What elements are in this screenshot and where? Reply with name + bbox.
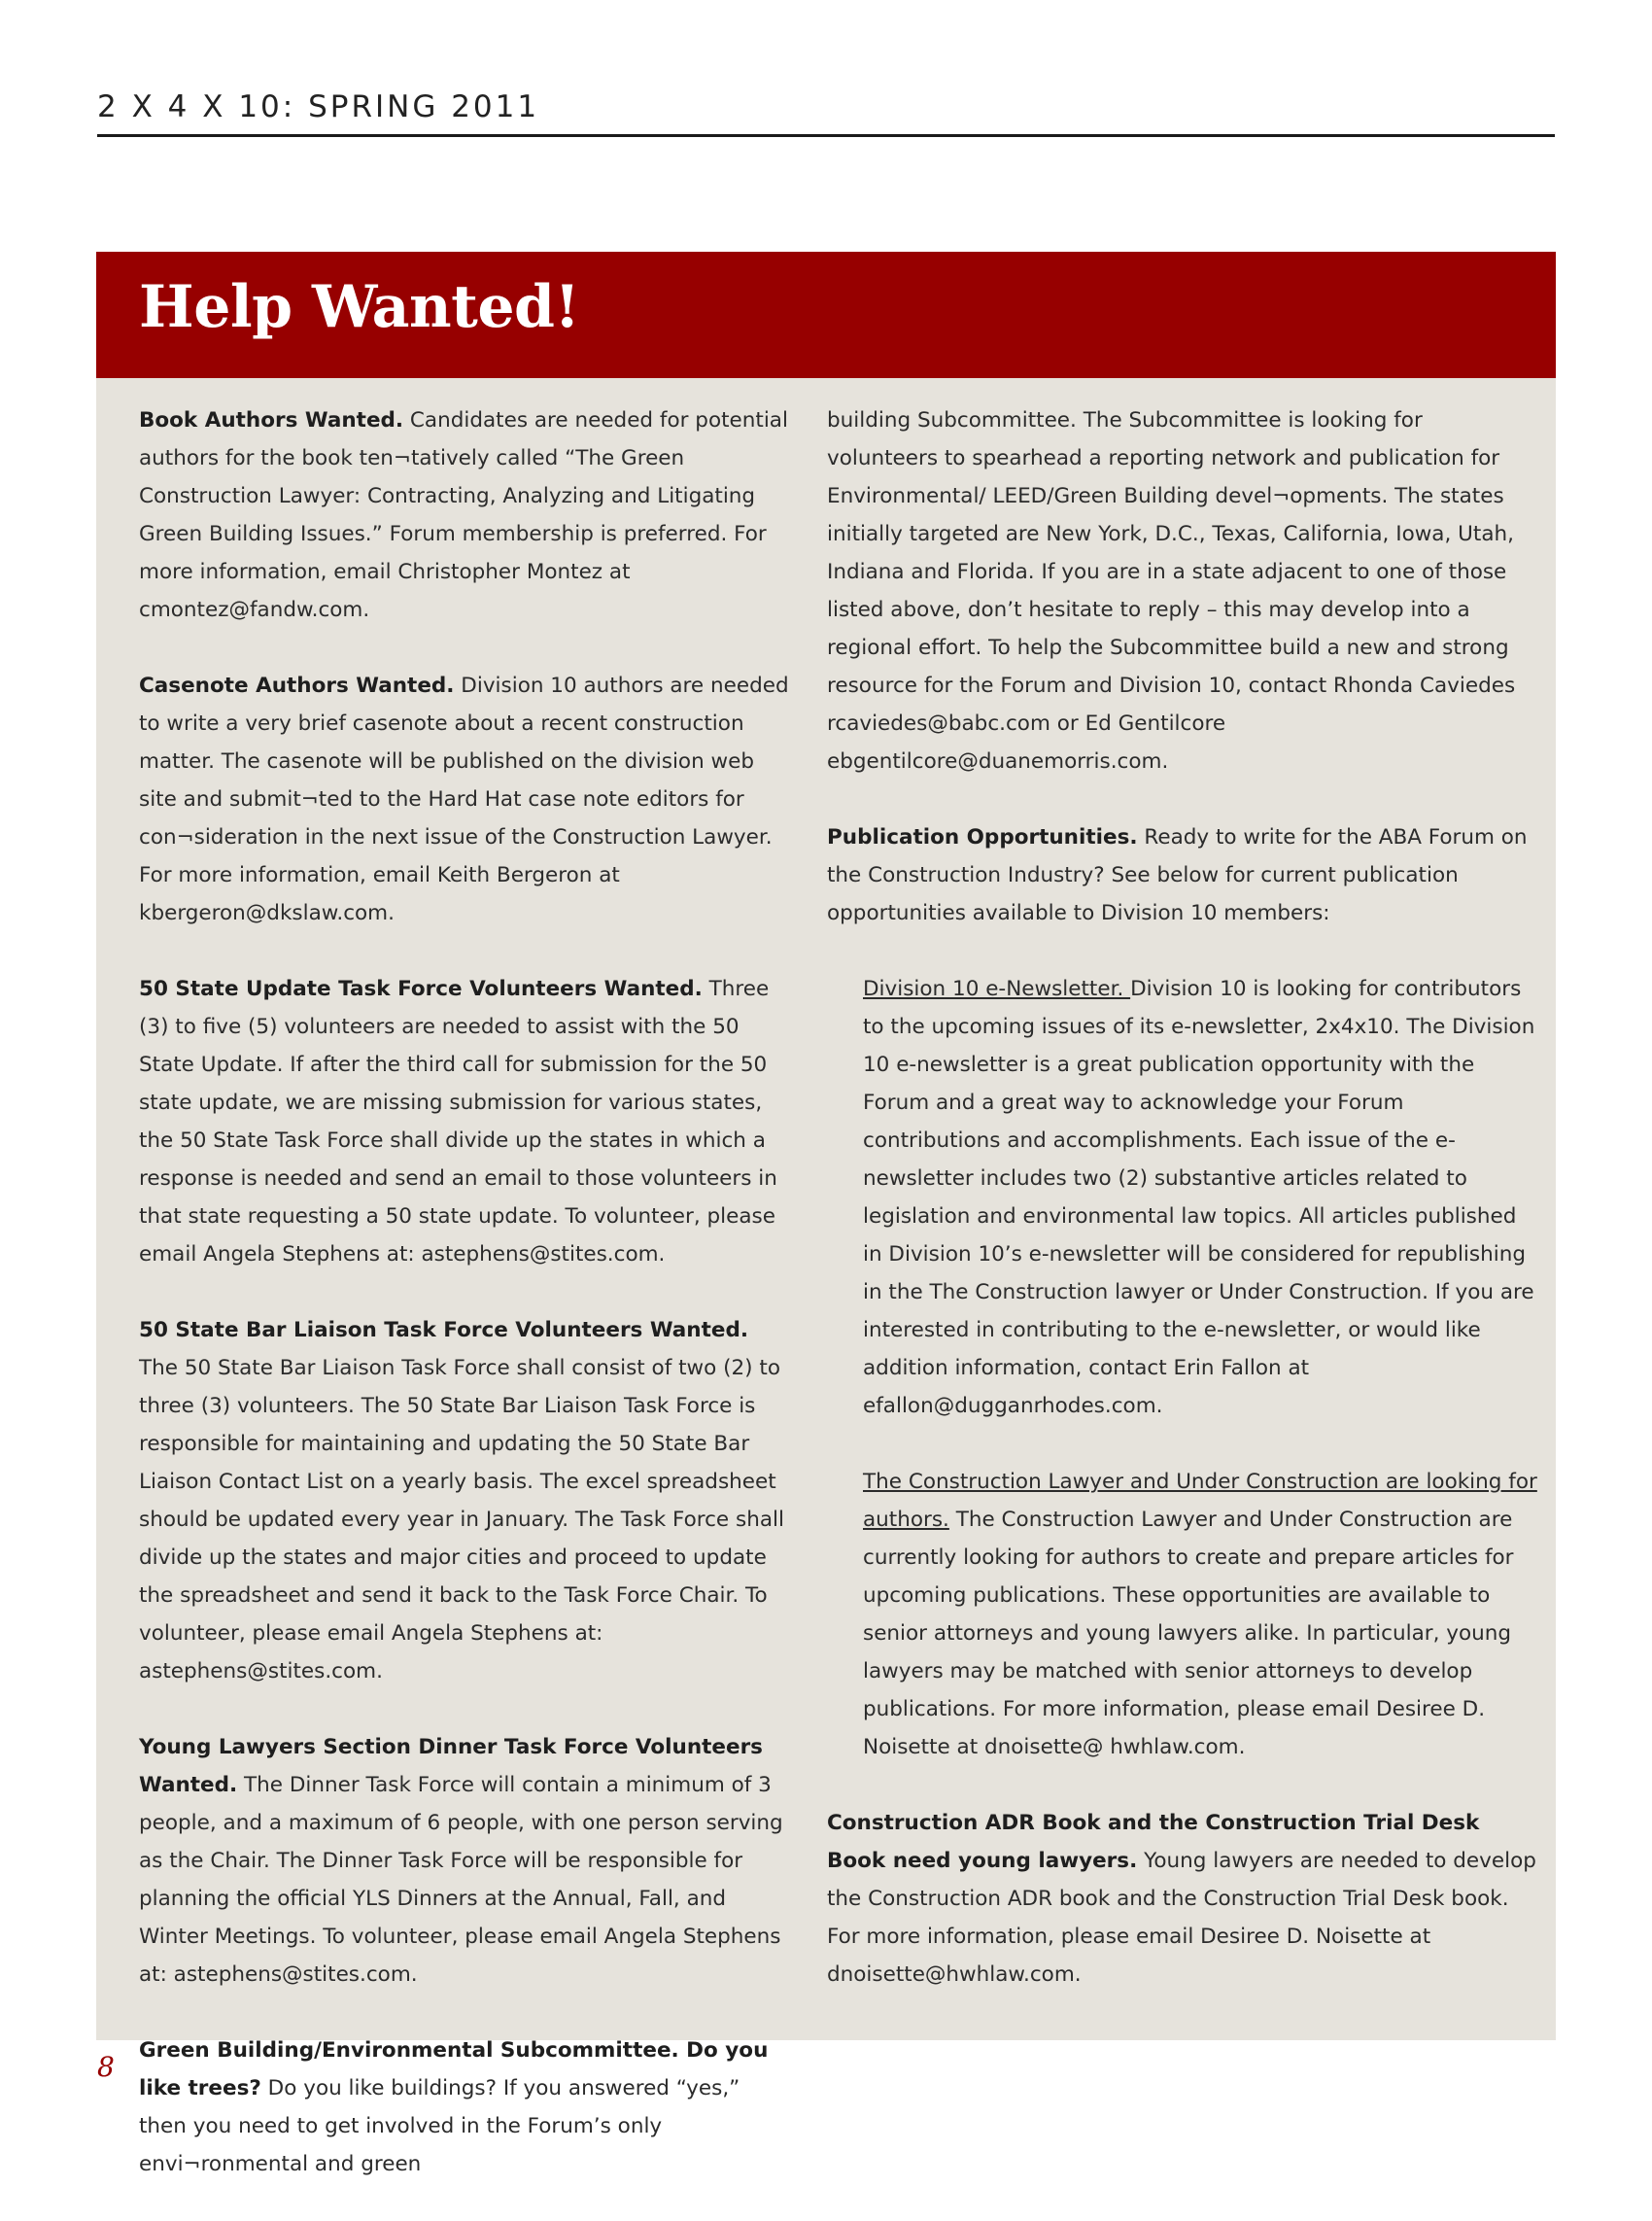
help-wanted-panel — [96, 252, 1556, 2176]
left-column — [139, 401, 792, 2221]
paragraph-heading: Casenote Authors Wanted. — [139, 674, 455, 698]
paragraph-body: Division 10 is looking for contributors to the upcoming issues of its e-newsletter, 2x4x10. The Division 10 e-newsletter is a great publication opportunity with the Forum and a great way to acknowledge your Forum contributions and accomplishments. Each issue of the e-newsletter includes two (2) substantive articles related to legislation and environmental law topics. All articles published in Division 10’s e-newsletter will be considered for republishing in the The Construction lawyer or Under Construction. If you are interested in contributing to the e-newsletter, or would like addition information, contact Erin Fallon at efallon@dugganrhodes.com. — [863, 977, 1535, 1418]
paragraph-heading: 50 State Bar Liaison Task Force Volunteers Wanted. — [139, 1318, 749, 1342]
state-bar-liaison-paragraph — [139, 1311, 792, 1690]
paragraph-heading: Publication Opportunities. — [827, 825, 1138, 850]
section-banner — [96, 252, 1556, 378]
paragraph-body: Ready to write for the ABA Forum on the Construction Industry? See below for current publication opportunities available to Division 10 members: — [827, 825, 1528, 925]
paragraph-body: Division 10 authors are needed to write a very brief casenote about a recent construction matter. The casenote will be published on the division web site and submit¬ted to the Hard Hat case note editors for con¬sideration in the next issue of the Construction Lawyer. For more information, email Keith Bergeron at kbergeron@dkslaw.com. — [139, 674, 789, 925]
paragraph-body: The Construction Lawyer and Under Construction are currently looking for authors to create and prepare articles for upcoming publications. These opportunities are available to senior attorneys and young lawyers alike. In particular, young lawyers may be matched with senior attorneys to develop publications. For more information, please email Desiree D. Noisette at dnoisette@ hwhlaw.com. — [863, 1508, 1514, 1759]
paragraph-body: Young lawyers are needed to develop the Construction ADR book and the Construction Trial Desk book. For more information, please email Desiree D. Noisette at dnoisette@hwhlaw.com. — [827, 1849, 1536, 1987]
green-building-paragraph — [139, 2031, 792, 2183]
casenote-authors-paragraph — [139, 667, 792, 932]
paragraph-heading: The Construction Lawyer and Under Construction are looking for authors. — [863, 1470, 1537, 1532]
green-building-continuation: building Subcommittee. The Subcommittee is looking for volunteers to spearhead a reporting network and publication for Environmental/ LEED/Green Building devel¬opments. The states initially targeted are New York, D.C., Texas, California, Iowa, Utah, Indiana and Florida. If you are in a state adjacent to one of those listed above, don’t hesitate to reply – this may develop into a regional effort. To help the Subcommittee build a new and strong resource for the Forum and Division 10, contact Rhonda Caviedes rcaviedes@babc.com or Ed Gentilcore ebgentilcore@duanemorris.com. — [827, 408, 1516, 774]
paragraph-body: Do you like buildings? If you answered “yes,” then you need to get involved in the Forum’s only envi¬ronmental and green — [139, 2076, 740, 2176]
paragraph-heading: Young Lawyers Section Dinner Task Force Volunteers Wanted. — [139, 1735, 763, 1797]
paragraph-body: The 50 State Bar Liaison Task Force shall consist of two (2) to three (3) volunteers. The 50 State Bar Liaison Task Force is responsible for maintaining and updating the 50 State Bar Liaison Contact List on a yearly basis. The excel spreadsheet should be updated every year in January. The Task Force shall divide up the states and major cities and proceed to update the spreadsheet and send it back to the Task Force Chair. To volunteer, please email Angela Stephens at: astephens@stites.com. — [139, 1356, 784, 1683]
adr-book-paragraph — [827, 1804, 1538, 1994]
state-update-paragraph — [139, 970, 792, 1273]
paragraph-heading: Book Authors Wanted. — [139, 408, 404, 433]
book-authors-paragraph — [139, 401, 792, 629]
construction-lawyer-paragraph — [827, 1463, 1538, 1766]
publication-opportunities-paragraph — [827, 818, 1538, 932]
paragraph-body: Three (3) to five (5) volunteers are needed to assist with the 50 State Update. If after the third call for submission for the 50 state update, we are missing submission for various states, the 50 State Task Force shall divide up the states in which a response is needed and send an email to those volunteers in that state requesting a 50 state update. To volunteer, please email Angela Stephens at: astephens@stites.com. — [139, 977, 777, 1267]
running-head: 2 X 4 X 10: SPRING 2011 — [97, 89, 540, 124]
page-number: 8 — [97, 2051, 115, 2083]
paragraph-heading: 50 State Update Task Force Volunteers Wanted. — [139, 977, 703, 1001]
header-rule — [97, 134, 1555, 137]
paragraph-heading: Division 10 e-Newsletter. — [863, 977, 1131, 1001]
right-column — [827, 401, 1538, 2031]
paragraph-body: Candidates are needed for potential authors for the book ten¬tatively called “The Green Construction Lawyer: Contracting, Analyzing and Litigating Green Building Issues.” Forum membership is preferred. For more information, email Christopher Montez at cmontez@fandw.com. — [139, 408, 788, 622]
paragraph-body: The Dinner Task Force will contain a minimum of 3 people, and a maximum of 6 people, with one person serving as the Chair. The Dinner Task Force will be responsible for planning the official YLS Dinners at the Annual, Fall, and Winter Meetings. To volunteer, please email Angela Stephens at: astephens@stites.com. — [139, 1773, 783, 1987]
yls-dinner-paragraph — [139, 1728, 792, 1994]
paragraph-heading: Construction ADR Book and the Construction Trial Desk Book need young lawyers. — [827, 1811, 1480, 1873]
section-title: Help Wanted! — [139, 273, 580, 341]
paragraph-heading: Green Building/Environmental Subcommittee. Do you like trees? — [139, 2038, 769, 2100]
e-newsletter-paragraph — [827, 970, 1538, 1425]
